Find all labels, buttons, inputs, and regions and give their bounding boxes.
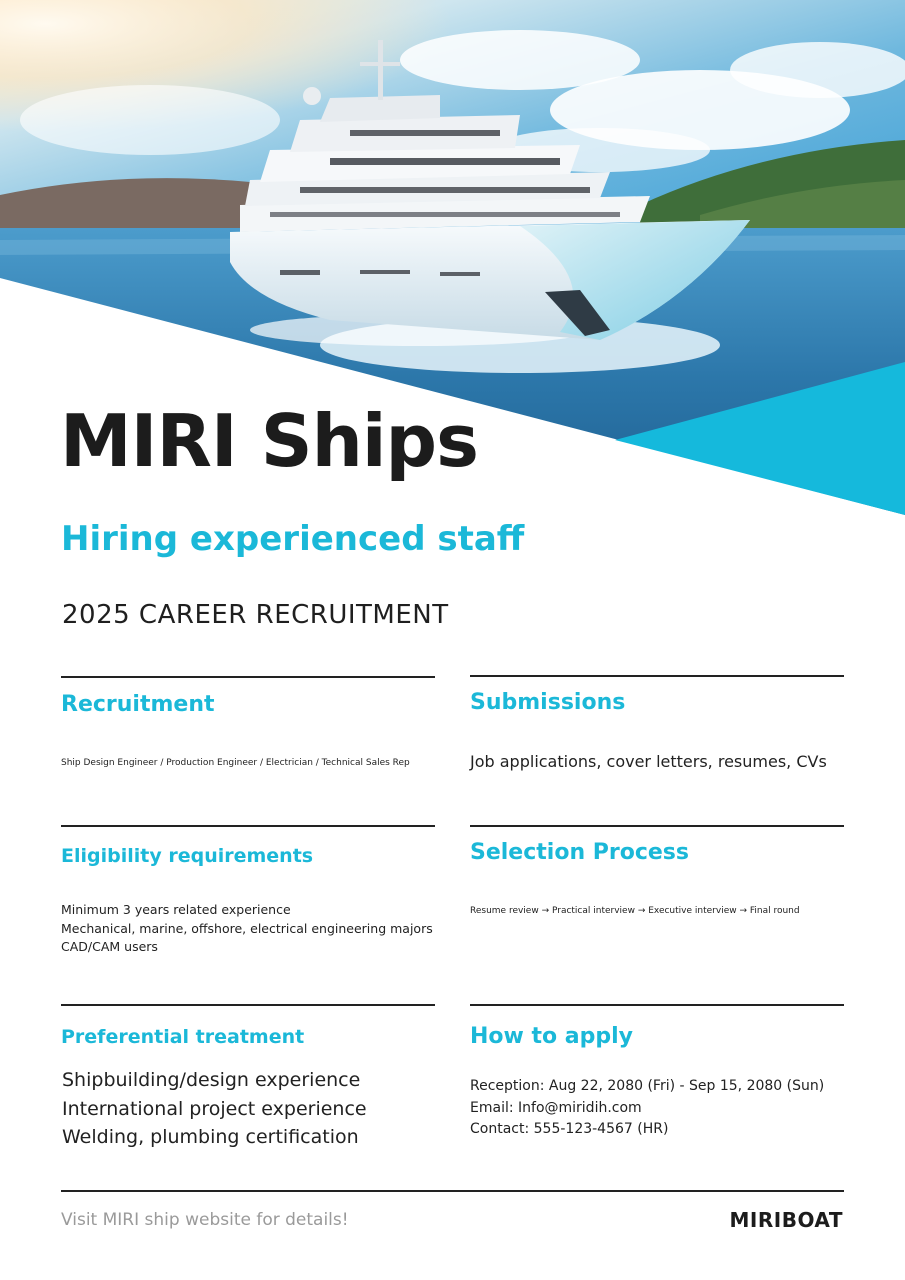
section-divider	[61, 1004, 435, 1006]
eligibility-line: Mechanical, marine, offshore, electrical engineering majors	[61, 920, 433, 936]
contact-email: Email: Info@miridih.com	[470, 1099, 642, 1116]
recruitment-title: Recruitment	[61, 692, 215, 717]
recruitment-text: Ship Design Engineer / Production Engineer / Electrician / Technical Sales Rep	[61, 758, 410, 768]
contact-phone: Contact: 555-123-4567 (HR)	[470, 1121, 669, 1137]
section-divider	[470, 1004, 844, 1006]
section-divider	[61, 825, 435, 827]
submissions-text: Job applications, cover letters, resumes, CVs	[470, 752, 827, 771]
page-subtitle: Hiring experienced staff	[61, 519, 525, 559]
preferential-title: Preferential treatment	[61, 1026, 305, 1048]
preferential-text	[62, 1066, 367, 1152]
eligibility-title: Eligibility requirements	[61, 845, 314, 867]
how-to-apply-text	[470, 1076, 824, 1141]
submissions-title: Submissions	[470, 690, 626, 715]
eligibility-line: Minimum 3 years related experience	[61, 902, 291, 917]
page-title: MIRI Ships	[60, 399, 478, 483]
preferential-line: Welding, plumbing certification	[62, 1126, 359, 1148]
reception-dates: Reception: Aug 22, 2080 (Fri) - Sep 15, 2080 (Sun)	[470, 1078, 825, 1094]
selection-text: Resume review → Practical interview → Executive interview → Final round	[470, 906, 800, 916]
career-heading: 2025 CAREER RECRUITMENT	[62, 600, 449, 630]
section-divider	[61, 676, 435, 678]
preferential-line: Shipbuilding/design experience	[62, 1069, 361, 1091]
section-divider	[470, 675, 844, 677]
how-to-apply-title: How to apply	[470, 1024, 634, 1049]
footer-divider	[61, 1190, 844, 1192]
eligibility-text	[61, 901, 433, 957]
selection-title: Selection Process	[470, 840, 690, 865]
preferential-line: International project experience	[62, 1097, 367, 1120]
section-divider	[470, 825, 844, 827]
footer-note: Visit MIRI ship website for details!	[61, 1210, 349, 1230]
eligibility-line: CAD/CAM users	[61, 939, 158, 954]
brand-logo: MIRIBOAT	[729, 1208, 843, 1232]
